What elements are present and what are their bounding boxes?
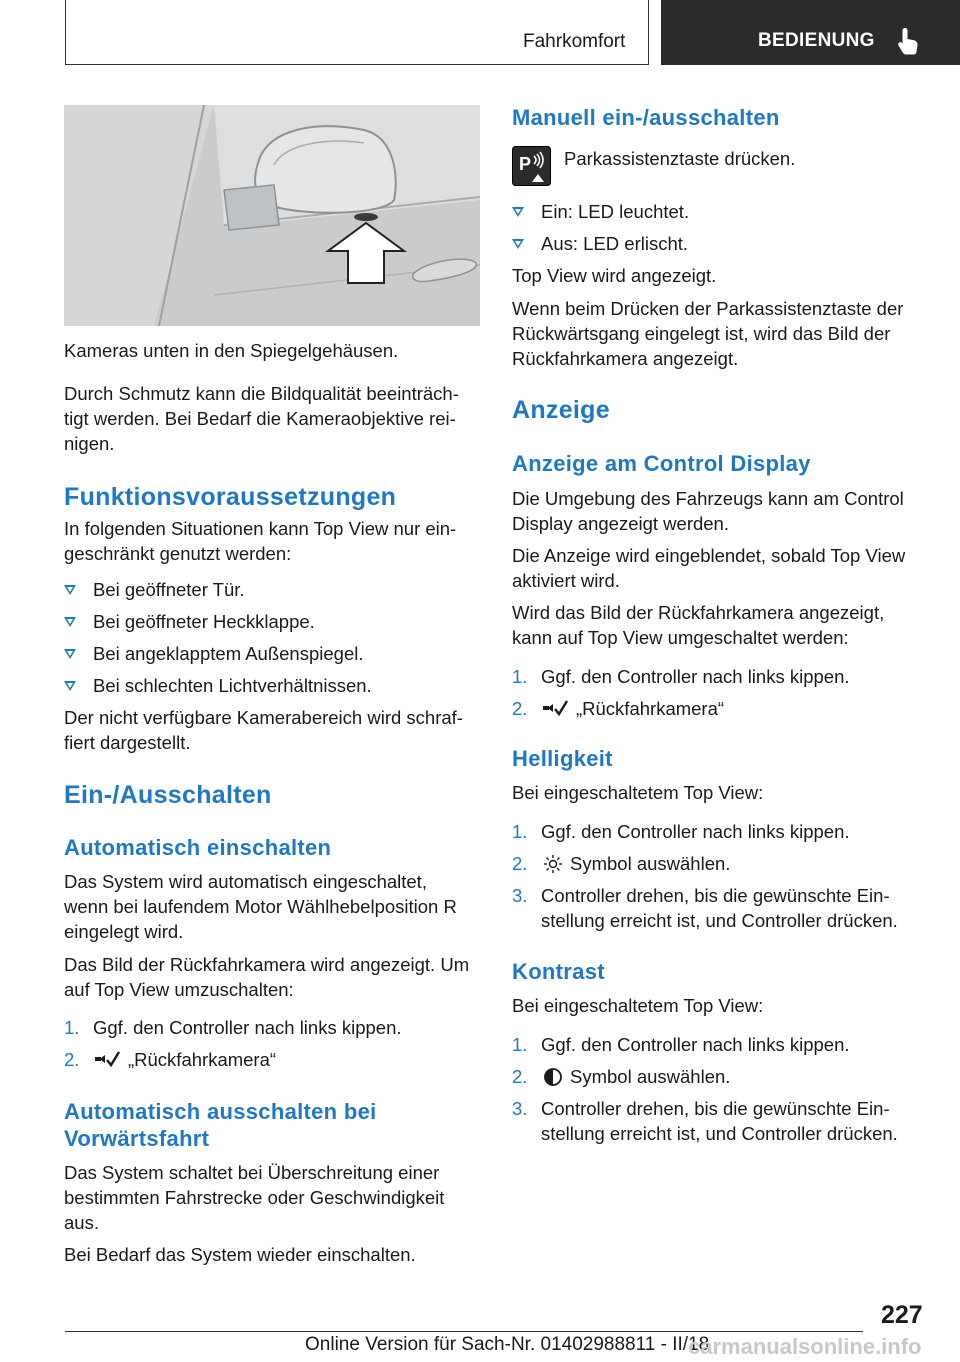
paragraph-line: In folgenden Situationen kann Top View nur ein- — [64, 518, 457, 539]
heading-anzeige: Anzeige — [512, 396, 610, 424]
heading-kontrast: Kontrast — [512, 959, 605, 984]
paragraph-line: Das System wird automatisch eingeschaltet, — [64, 871, 427, 892]
bullet-triangle-icon — [512, 239, 524, 249]
step-item: 1. Ggf. den Controller nach links kippen. — [512, 821, 850, 842]
footer-online-version: Online Version für Sach-Nr. 01402988811 - II/18 — [305, 1334, 710, 1355]
paragraph-line: geschränkt genutzt werden: — [64, 543, 292, 564]
watermark: carmanualsonline.info — [688, 1334, 922, 1359]
step-item: 1. Ggf. den Controller nach links kippen. — [512, 666, 850, 687]
bullet-triangle-icon — [64, 617, 76, 627]
svg-text:P: P — [519, 154, 532, 174]
park-assist-button-icon — [512, 146, 551, 186]
heading-manuell: Manuell ein-/ausschalten — [512, 105, 780, 130]
step-item: 2. Symbol auswählen. — [512, 1066, 731, 1087]
paragraph-line: Rückwärtsgang eingelegt ist, wird das Bild der — [512, 323, 891, 344]
list-item: Aus: LED erlischt. — [512, 231, 928, 256]
paragraph-line: fiert dargestellt. — [64, 732, 191, 753]
step-item: 1. Ggf. den Controller nach links kippen. — [64, 1017, 402, 1038]
paragraph-line: Bei eingeschaltetem Top View: — [512, 995, 764, 1016]
paragraph-line: Der nicht verfügbare Kamerabereich wird schraf- — [64, 707, 463, 728]
step-item: 3. Controller drehen, bis die gewünschte Ein- stellung erreicht ist, und Controller drücken. — [512, 885, 898, 931]
list-item: Bei geöffneter Tür. — [64, 577, 480, 602]
paragraph-line: tigt werden. Bei Bedarf die Kameraobjektive rei- — [64, 408, 456, 429]
bullet-triangle-icon — [512, 207, 524, 217]
heading-automatisch-ausschalten-line2: Vorwärtsfahrt — [64, 1126, 210, 1151]
paragraph-line: Durch Schmutz kann die Bildqualität beeinträch- — [64, 383, 459, 404]
heading-automatisch-einschalten: Automatisch einschalten — [64, 835, 332, 860]
step-item: 2. „Rückfahrkamera“ — [512, 698, 725, 719]
heading-ein-ausschalten: Ein-/Ausschalten — [64, 781, 272, 809]
manuell-text: Parkassistenztaste drücken. — [564, 148, 796, 169]
list-item: Bei angeklapptem Außenspiegel. — [64, 641, 480, 666]
paragraph-line: aus. — [64, 1212, 99, 1233]
camera-view-icon — [541, 699, 569, 719]
header-section-title: Fahrkomfort — [523, 31, 626, 52]
paragraph-line: nigen. — [64, 433, 115, 454]
footer-divider — [65, 1331, 863, 1332]
image-caption: Kameras unten in den Spiegelgehäusen. — [64, 340, 399, 361]
paragraph-line: Die Anzeige wird eingeblendet, sobald Top View — [512, 545, 906, 566]
list-item: Bei geöffneter Heckklappe. — [64, 609, 480, 634]
heading-helligkeit: Helligkeit — [512, 746, 613, 771]
paragraph-line: auf Top View umzuschalten: — [64, 979, 294, 1000]
page-number: 227 — [881, 1301, 923, 1329]
bullet-triangle-icon — [64, 681, 76, 691]
pointing-hand-icon — [894, 26, 922, 56]
paragraph-line: Top View wird angezeigt. — [512, 265, 717, 286]
step-item: 2. „Rückfahrkamera“ — [64, 1049, 277, 1070]
paragraph-line: aktiviert wird. — [512, 570, 620, 591]
paragraph-line: eingelegt wird. — [64, 921, 184, 942]
bullet-triangle-icon — [64, 649, 76, 659]
paragraph-line: Bei Bedarf das System wieder einschalten. — [64, 1244, 416, 1265]
list-item: Ein: LED leuchtet. — [512, 199, 928, 224]
paragraph-line: Das Bild der Rückfahrkamera wird angezeigt. Um — [64, 954, 470, 975]
camera-view-icon — [93, 1050, 121, 1070]
list-item: Bei schlechten Lichtverhältnissen. — [64, 673, 480, 698]
header-chapter-title: BEDIENUNG — [758, 30, 875, 51]
bullet-triangle-icon — [64, 585, 76, 595]
paragraph-line: Display angezeigt werden. — [512, 513, 729, 534]
contrast-icon — [543, 1067, 563, 1087]
paragraph-line: wenn bei laufendem Motor Wählhebelposition R — [64, 896, 457, 917]
paragraph-line: Wird das Bild der Rückfahrkamera angezeigt, — [512, 602, 885, 623]
brightness-icon — [543, 854, 563, 874]
step-item: 3. Controller drehen, bis die gewünschte Ein- stellung erreicht ist, und Controller drücken. — [512, 1098, 898, 1144]
heading-funktionsvoraussetzungen: Funktionsvoraussetzungen — [64, 483, 397, 511]
paragraph-line: bestimmten Fahrstrecke oder Geschwindigkeit — [64, 1187, 445, 1208]
paragraph-line: Bei eingeschaltetem Top View: — [512, 782, 764, 803]
step-item: 2. Symbol auswählen. — [512, 853, 731, 874]
paragraph-line: Das System schaltet bei Überschreitung einer — [64, 1162, 440, 1183]
paragraph-line: Die Umgebung des Fahrzeugs kann am Control — [512, 488, 904, 509]
heading-anzeige-control-display: Anzeige am Control Display — [512, 451, 811, 476]
mirror-camera-illustration — [64, 105, 480, 326]
heading-automatisch-ausschalten: Automatisch ausschalten bei — [64, 1099, 377, 1124]
step-item: 1. Ggf. den Controller nach links kippen. — [512, 1034, 850, 1055]
paragraph-line: Wenn beim Drücken der Parkassistenztaste der — [512, 298, 904, 319]
paragraph-line: Rückfahrkamera angezeigt. — [512, 348, 739, 369]
paragraph-line: kann auf Top View umgeschaltet werden: — [512, 627, 849, 648]
